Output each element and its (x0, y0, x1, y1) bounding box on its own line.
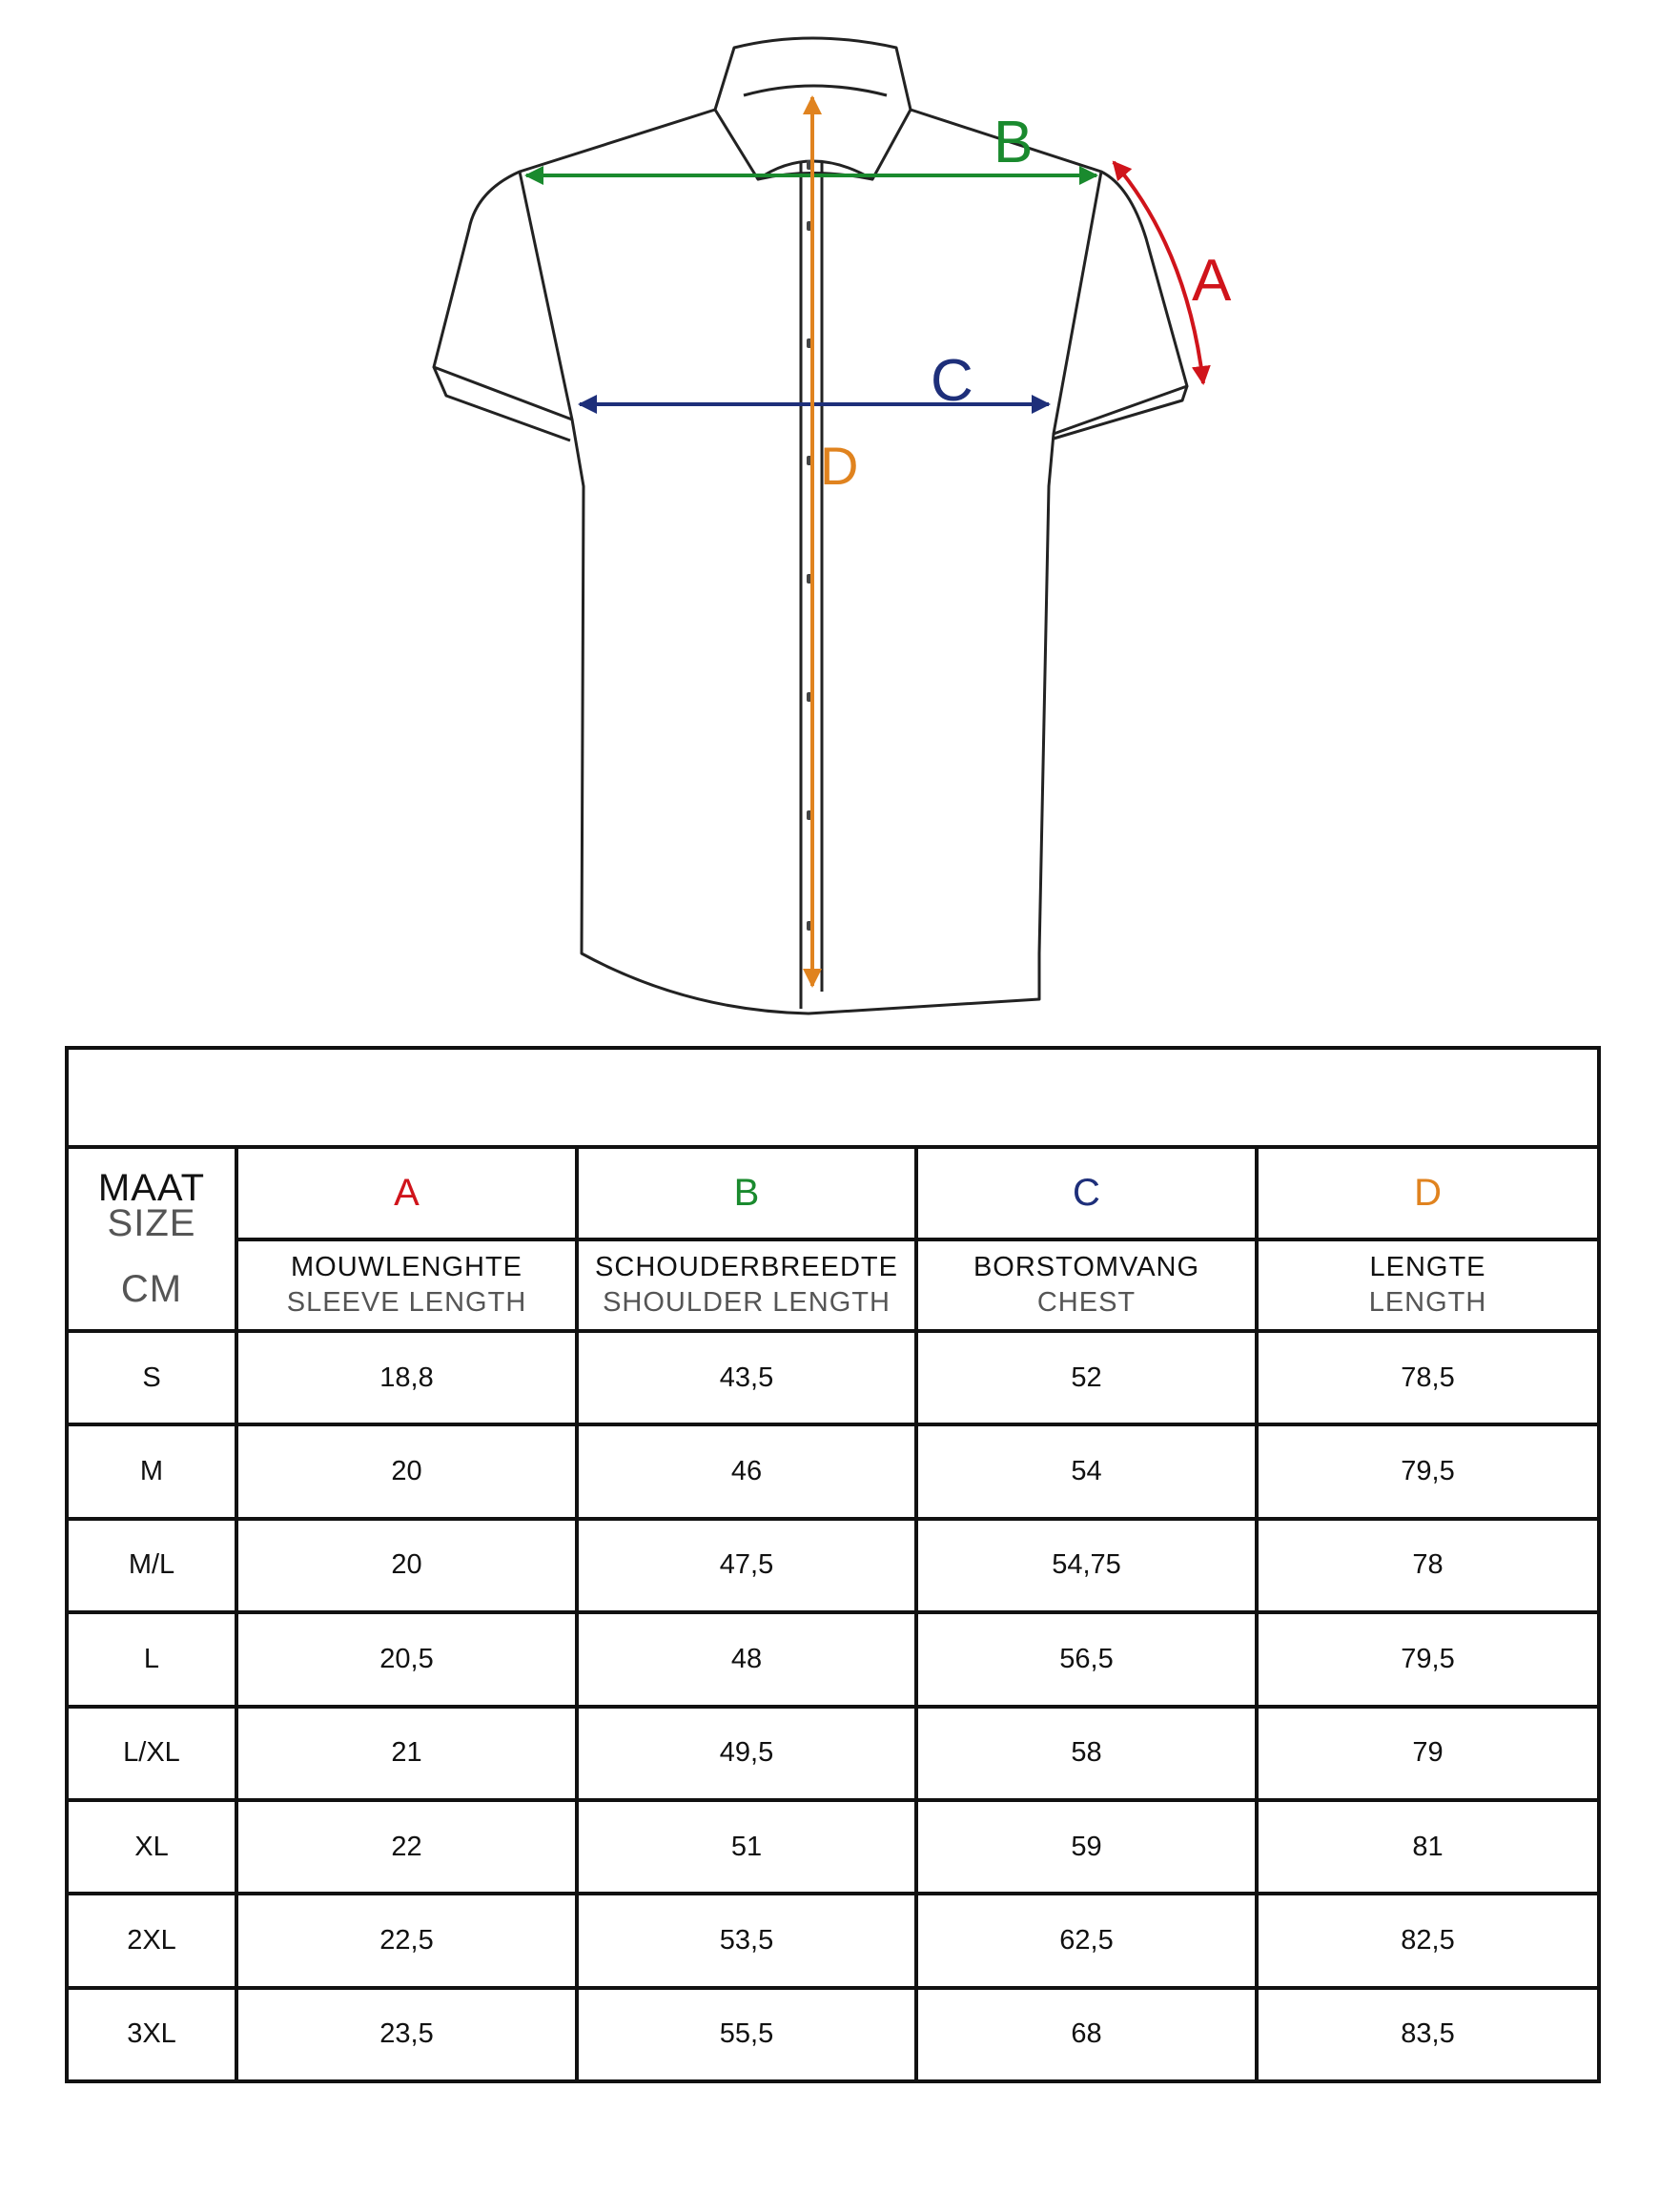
shirt-diagram (0, 0, 1659, 1030)
column-letter-d: D (1257, 1147, 1599, 1239)
value-cell: 20,5 (236, 1612, 577, 1706)
size-header-unit: CM (120, 1268, 183, 1311)
value-cell: 49,5 (577, 1707, 916, 1800)
size-cell: 2XL (67, 1894, 236, 1987)
table-label-row (67, 1239, 1599, 1331)
column-label-b-nl: SCHOUDERBREEDTE (595, 1251, 898, 1282)
value-cell: 22 (236, 1800, 577, 1894)
table-title-row (67, 1048, 1599, 1147)
measure-a (1114, 162, 1232, 383)
table-row (67, 1612, 1599, 1706)
value-cell: 51 (577, 1800, 916, 1894)
column-label-a-nl: MOUWLENGHTE (291, 1251, 522, 1282)
column-letter-b: B (577, 1147, 916, 1239)
value-cell: 54,75 (916, 1519, 1257, 1612)
table-row (67, 1519, 1599, 1612)
table-letter-row (67, 1147, 1599, 1239)
value-cell: 46 (577, 1424, 916, 1518)
size-cell: M (67, 1424, 236, 1518)
value-cell: 79 (1257, 1707, 1599, 1800)
column-label-c-en: CHEST (1036, 1286, 1137, 1318)
size-cell: 3XL (67, 1988, 236, 2081)
column-letter-a: A (236, 1147, 577, 1239)
measure-b-label: B (993, 110, 1034, 175)
column-label-d-nl: LENGTE (1369, 1251, 1486, 1282)
column-letter-c: C (916, 1147, 1257, 1239)
measure-d-label: D (820, 436, 859, 496)
size-table (65, 1046, 1601, 2083)
value-cell: 20 (236, 1519, 577, 1612)
value-cell: 83,5 (1257, 1988, 1599, 2081)
column-label-b-en: SHOULDER LENGTH (603, 1286, 891, 1318)
column-label-a (236, 1239, 577, 1331)
size-cell: L (67, 1612, 236, 1706)
value-cell: 68 (916, 1988, 1257, 2081)
value-cell: 20 (236, 1424, 577, 1518)
value-cell: 22,5 (236, 1894, 577, 1987)
value-cell: 78 (1257, 1519, 1599, 1612)
table-row (67, 1331, 1599, 1424)
size-cell: S (67, 1331, 236, 1424)
value-cell: 78,5 (1257, 1331, 1599, 1424)
value-cell: 55,5 (577, 1988, 916, 2081)
value-cell: 79,5 (1257, 1612, 1599, 1706)
measure-d (812, 97, 858, 986)
value-cell: 81 (1257, 1800, 1599, 1894)
value-cell: 47,5 (577, 1519, 916, 1612)
size-cell: XL (67, 1800, 236, 1894)
value-cell: 23,5 (236, 1988, 577, 2081)
column-label-d (1257, 1239, 1599, 1331)
table-row (67, 1800, 1599, 1894)
size-cell: M/L (67, 1519, 236, 1612)
column-label-c-nl: BORSTOMVANG (973, 1251, 1200, 1282)
table-row (67, 1424, 1599, 1518)
value-cell: 54 (916, 1424, 1257, 1518)
value-cell: 21 (236, 1707, 577, 1800)
column-label-a-en: SLEEVE LENGTH (286, 1286, 527, 1318)
measure-c-label: C (931, 348, 973, 414)
table-title (67, 1048, 1599, 1147)
size-header-line2: SIZE (107, 1202, 196, 1245)
value-cell: 58 (916, 1707, 1257, 1800)
table-row (67, 1707, 1599, 1800)
value-cell: 43,5 (577, 1331, 916, 1424)
size-header-cell (67, 1147, 236, 1331)
column-label-d-en: LENGTH (1368, 1286, 1487, 1318)
value-cell: 79,5 (1257, 1424, 1599, 1518)
value-cell: 56,5 (916, 1612, 1257, 1706)
value-cell: 59 (916, 1800, 1257, 1894)
column-label-c (916, 1239, 1257, 1331)
size-header-line1: MAAT (97, 1167, 206, 1210)
value-cell: 18,8 (236, 1331, 577, 1424)
column-label-b (577, 1239, 916, 1331)
measure-a-label: A (1192, 248, 1232, 314)
value-cell: 52 (916, 1331, 1257, 1424)
value-cell: 62,5 (916, 1894, 1257, 1987)
value-cell: 82,5 (1257, 1894, 1599, 1987)
value-cell: 53,5 (577, 1894, 916, 1987)
value-cell: 48 (577, 1612, 916, 1706)
table-row (67, 1894, 1599, 1987)
table-row (67, 1988, 1599, 2081)
size-cell: L/XL (67, 1707, 236, 1800)
